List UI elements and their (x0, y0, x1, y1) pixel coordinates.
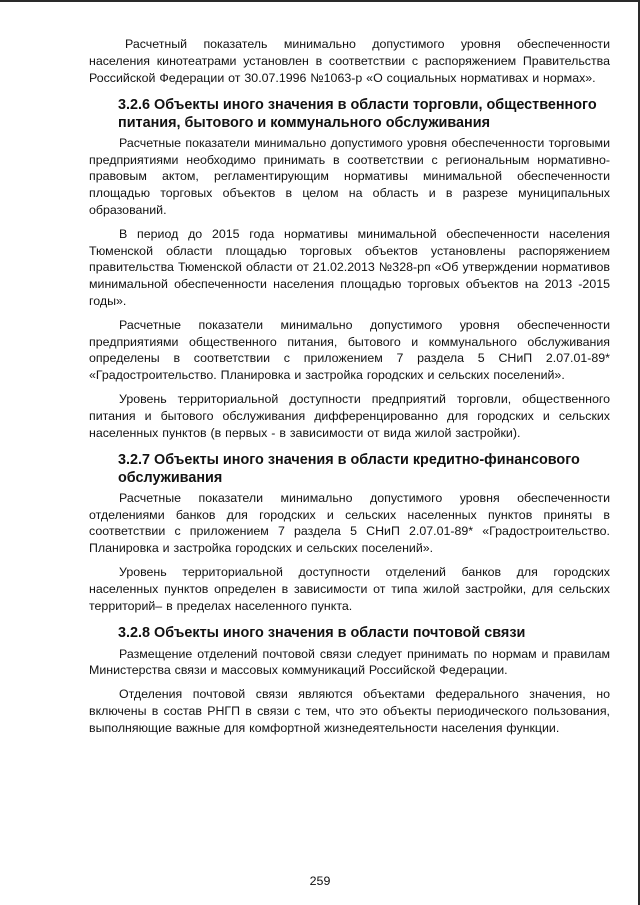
paragraph-cinema-standard: Расчетный показатель минимально допустимого уровня обеспеченности населения кинотеатрами установлен в соответствии с распоряжением Правительства Российской Федерации от 30.07.1996 №1063-р «О социальных нормативах и нормах». (89, 37, 610, 85)
paragraph-bank-accessibility: Уровень территориальной доступности отделений банков для городских населенных пунктов определен в зависимости от типа жилой застройки, для сельских территорий– в пределах населенного пункта. (89, 564, 610, 613)
paragraph-postal-placement: Размещение отделений почтовой связи следует принимать по нормам и правилам Министерства связи и массовых коммуникаций Российской Федерации. (89, 646, 610, 678)
section-heading-3-2-7: 3.2.7 Объекты иного значения в области кредитно-финансового обслуживания (118, 452, 580, 486)
scan-border-top (0, 0, 640, 2)
paragraph-trade-accessibility: Уровень территориальной доступности предприятий торговли, общественного питания и бытового обслуживания дифференцированно для городских и сельских населенных пунктов (в первых - в зависимости от вида жилой застройки). (89, 391, 610, 440)
paragraph-bank-standard: Расчетные показатели минимально допустимого уровня обеспеченности отделениями банков для городских и сельских населенных пунктов приняты в соответствии с приложением 7 раздела 5 СНиП 2.07.01-89* «Градостроительство. Планировка и застройка городских и сельских поселений». (89, 490, 610, 556)
section-heading-3-2-6: 3.2.6 Объекты иного значения в области торговли, общественного питания, бытового и коммунального обслуживания (118, 97, 597, 131)
section-heading-3-2-8: 3.2.8 Объекты иного значения в области почтовой связи (118, 625, 526, 642)
paragraph-catering-services: Расчетные показатели минимально допустимого уровня обеспеченности предприятиями общественного питания, бытового и коммунального обслуживания определены в соответствии с приложением 7 раздела 5 СНиП 2.07.01-89* «Градостроительство. Планировка и застройка городских и сельских поселений». (89, 317, 610, 383)
page-number: 259 (309, 874, 331, 888)
page-content (89, 36, 610, 737)
paragraph-postal-federal: Отделения почтовой связи являются объектами федерального значения, но включены в состав РНГП в связи с тем, что это объекты периодического пользования, выполняющие важные для комфортной жизнедеятельности населения функции. (89, 687, 610, 735)
paragraph-trade-standard: Расчетные показатели минимально допустимого уровня обеспеченности торговыми предприятиями необходимо принимать в соответствии с региональным нормативно-правовым актом, регламентирующим нормативы минимальной обеспеченности площадью торговых объектов в целом на область и в разрезе муниципальных образований. (89, 135, 610, 217)
paragraph-tyumen-trade-norms: В период до 2015 года нормативы минимальной обеспеченности населения Тюменской области площадью торговых объектов установлены распоряжением правительства Тюменской области от 21.02.2013 №328-рп «Об утверждении нормативов минимальной обеспеченности населения площадью торговых объектов на 2013 -2015 годы». (89, 226, 610, 308)
